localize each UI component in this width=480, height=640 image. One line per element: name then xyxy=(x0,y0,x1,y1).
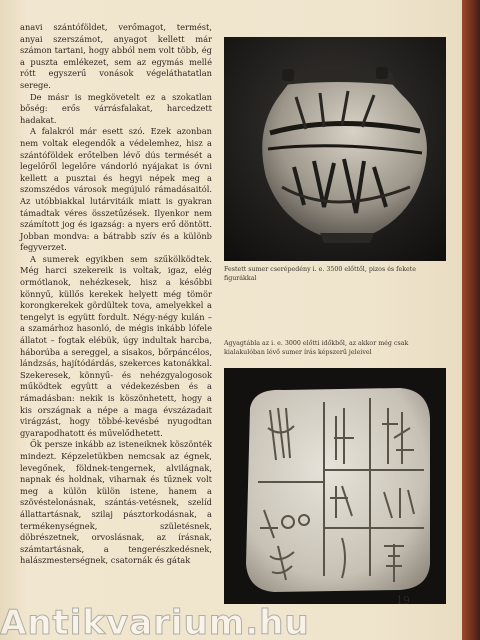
page-number: 19 xyxy=(396,594,410,607)
clay-tablet-image xyxy=(224,368,446,604)
paragraph: A sumerek egyikben sem szűkölködtek. Még harci szekereik is voltak, igaz, elég ormótlanok, nehézkesek, hisz a későbbi könnyű, küllős kerekek helyett még tömör korongkerekek gördültek tova, amelyekkel a tengelyt is együtt fordult. Négy-négy kulán – a szamárhoz hasonló, de mégis inkább lófele állatot – fogtak elébük, úgy indultak harcba, háborúba a sereggel, a sisakos, bőrpáncélos, lándzsás, hajítódárdás, szekerces katonákkal. Szekeresek, könnyű- és nehézgyalogosok működtek együtt a védekezésben és a rámadásban: nekik is köszönhetett, hogy a kis országnak a népe a maga évszázadait virágzást, hogy többé-kevésbé nyugodtan gyarapodhatott és művelődhetett. xyxy=(20,253,213,438)
paragraph: Ők persze inkább az isteneiknek köszönték mindezt. Képzeletükben nemcsak az égnek, levegőnek, földnek-tengernek, alvilágnak, napnak és holdnak, viharnak és tűznek volt meg a külön külön istene, hanem a szövéstelonásnak, szántás-vetésnek, szelíd állattartásnak, szilaj pásztorkodásnak, a termékenységnek, születésnek, döbrészetnek, orvoslásnak, az írásnak, számtartásnak, a tengerészkedésnek, halászmesterségnek, csatornák és gátak xyxy=(20,439,212,566)
watermark: Antikvarium.hu xyxy=(0,606,310,640)
tablet-caption: Agyagtábla az i. e. 3000 előtti időkből, az akkor még csak kialakulóban lévő sumer írás képszerű jeleivel xyxy=(224,340,409,356)
paragraph: A falakról már esett szó. Ezek azonban nem voltak elegendők a védelemhez, hisz a szántóföldek erőtelben lévő dús termését a legelőről legelőre vándorló nyájakat is óvni kellett a pusztai és hegyi népek meg a szomszédos városok megújuló rámadásaitól. Az utóbbiakkal lutárvitáik miatt is gyakran támadtak véres összetűzések. Ilyenkor nem számított jog és igazság: a nyers erő döntött. Jobban mondva: a bátrabb szív és a különb fegyverzet. xyxy=(20,126,212,253)
pottery-caption: Festett sumer cserépedény i. e. 3500 előttől, pizos és fekete figurákkal xyxy=(224,266,417,282)
pottery-vessel-image xyxy=(224,37,446,261)
paragraph: anavi szántóföldet, verőmagot, termést, anyai szerszámot, anyagot kellett már számon tartani, hogy abból nem volt több, ég a puszta emlékezet, sem az egymás mellé rótt egyszerű vonások végeláthatatlan serege. xyxy=(20,22,212,90)
clay-tablet-photo xyxy=(224,368,446,604)
book-spine-edge xyxy=(462,0,480,640)
paragraph: De másr is megkövetelt ez a szokatlan bőség: erős várrásfalakat, harcedzett hadakat. xyxy=(20,91,212,125)
body-text-column xyxy=(20,22,212,567)
pottery-vessel-photo xyxy=(224,37,446,261)
